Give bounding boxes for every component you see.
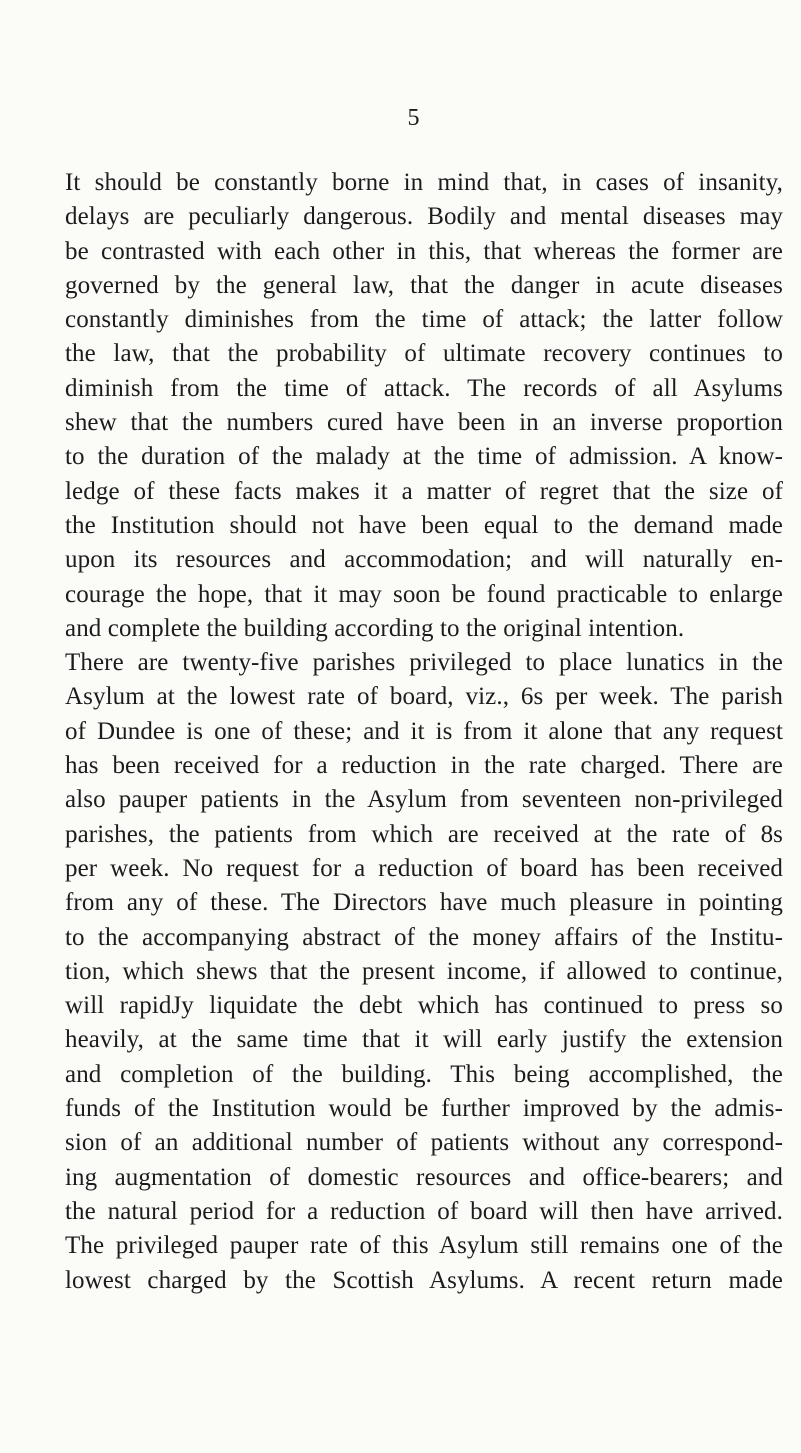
- text-line: parishes, the patients from which are received at the rate of 8s: [65, 820, 783, 848]
- page-number: 5: [407, 105, 420, 131]
- text-line: to the accompanying abstract of the money affairs of the Institu-: [65, 923, 783, 951]
- text-line: courage the hope, that it may soon be found practicable to enlarge: [65, 580, 783, 608]
- text-line: funds of the Institution would be further improved by the admis-: [65, 1095, 783, 1123]
- text-line: ing augmentation of domestic resources and office-bearers; and: [65, 1163, 783, 1191]
- text-line: delays are peculiarly dangerous. Bodily and mental diseases may: [65, 203, 783, 231]
- text-line: has been received for a reduction in the rate charged. There are: [65, 752, 783, 780]
- text-line: per week. No request for a reduction of board has been received: [65, 854, 783, 882]
- text-line: shew that the numbers cured have been in an inverse proportion: [65, 409, 783, 437]
- text-line: and completion of the building. This being accomplished, the: [65, 1060, 783, 1088]
- text-line: Asylum at the lowest rate of board, viz., 6s per week. The parish: [65, 683, 783, 711]
- text-line: sion of an additional number of patients without any correspond-: [65, 1129, 783, 1157]
- text-line: to the duration of the malady at the time of admission. A know-: [65, 443, 783, 471]
- text-line: constantly diminishes from the time of attack; the latter follow: [65, 306, 783, 334]
- text-line: governed by the general law, that the danger in acute diseases: [65, 271, 783, 299]
- text-line: ledge of these facts makes it a matter of regret that the size of: [65, 477, 783, 505]
- text-line: the natural period for a reduction of board will then have arrived.: [65, 1197, 783, 1225]
- text-line: The privileged pauper rate of this Asylum still remains one of the: [65, 1232, 783, 1260]
- text-line: the Institution should not have been equal to the demand made: [65, 511, 783, 539]
- text-line: It should be constantly borne in mind that, in cases of insanity,: [65, 169, 783, 196]
- text-line: upon its resources and accommodation; and will naturally en-: [65, 546, 783, 574]
- text-line: lowest charged by the Scottish Asylums. A recent return made: [65, 1266, 783, 1294]
- text-line: heavily, at the same time that it will early justify the extension: [65, 1026, 783, 1054]
- text-line: be contrasted with each other in this, that whereas the former are: [65, 237, 783, 265]
- text-line: of Dundee is one of these; and it is from it alone that any request: [65, 717, 783, 745]
- text-line: and complete the building according to the original intention.: [65, 614, 685, 642]
- text-line: also pauper patients in the Asylum from seventeen non-privileged: [65, 786, 783, 814]
- text-line: There are twenty-five parishes privileged to place lunatics in the: [65, 649, 783, 677]
- text-line: diminish from the time of attack. The records of all Asylums: [65, 374, 783, 402]
- body-text: [65, 166, 783, 1298]
- text-line: tion, which shews that the present income, if allowed to continue,: [65, 957, 783, 985]
- text-line: will rapidJy liquidate the debt which has continued to press so: [65, 992, 783, 1020]
- text-line: the law, that the probability of ultimate recovery continues to: [65, 340, 783, 368]
- text-line: from any of these. The Directors have much pleasure in pointing: [65, 889, 783, 917]
